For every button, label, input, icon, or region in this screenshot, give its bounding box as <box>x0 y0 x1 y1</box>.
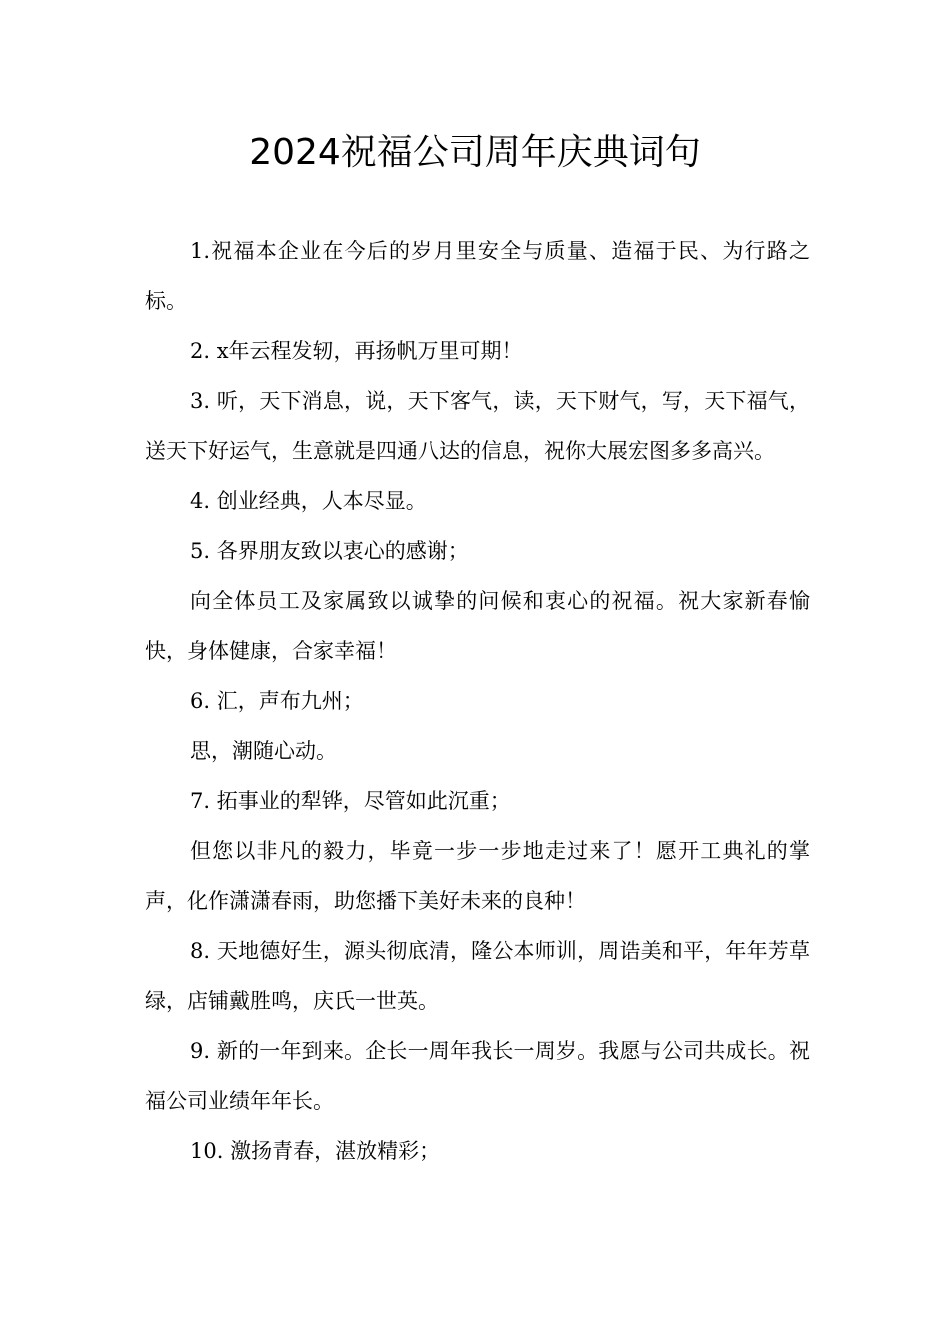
paragraph-6-continued: 思，潮随心动。 <box>190 739 337 763</box>
document-title: 2024祝福公司周年庆典词句 <box>249 132 701 173</box>
paragraph-5-continued: 向全体员工及家属致以诚挚的问候和衷心的祝福。祝大家新春愉快，身体健康，合家幸福！ <box>145 589 810 663</box>
paragraph-7-continued: 但您以非凡的毅力，毕竟一步一步地走过来了！愿开工典礼的掌声，化作潇潇春雨，助您播下美好未来的良种！ <box>145 839 810 913</box>
paragraph-5: 5. 各界朋友致以衷心的感谢； <box>190 539 469 563</box>
paragraph-9: 9. 新的一年到来。企长一周年我长一周岁。我愿与公司共成长。祝福公司业绩年年长。 <box>145 1039 810 1113</box>
paragraph-1: 1.祝福本企业在今后的岁月里安全与质量、造福于民、为行路之标。 <box>145 239 810 313</box>
paragraph-7: 7. 拓事业的犁铧，尽管如此沉重； <box>190 789 511 813</box>
paragraph-2: 2. x年云程发轫，再扬帆万里可期！ <box>190 339 523 363</box>
paragraph-3: 3. 听，天下消息，说，天下客气，读，天下财气，写，天下福气，送天下好运气，生意就是四通八达的信息，祝你大展宏图多多高兴。 <box>145 389 810 463</box>
document-body <box>145 226 810 1176</box>
paragraph-8: 8. 天地德好生，源头彻底清，隆公本师训，周诰美和平，年年芳草绿，店铺戴胜鸣，庆氏一世英。 <box>145 939 810 1013</box>
paragraph-10: 10. 激扬青春，湛放精彩； <box>190 1139 441 1163</box>
paragraph-4: 4. 创业经典，人本尽显。 <box>190 489 427 513</box>
paragraph-6: 6. 汇，声布九州； <box>190 689 364 713</box>
